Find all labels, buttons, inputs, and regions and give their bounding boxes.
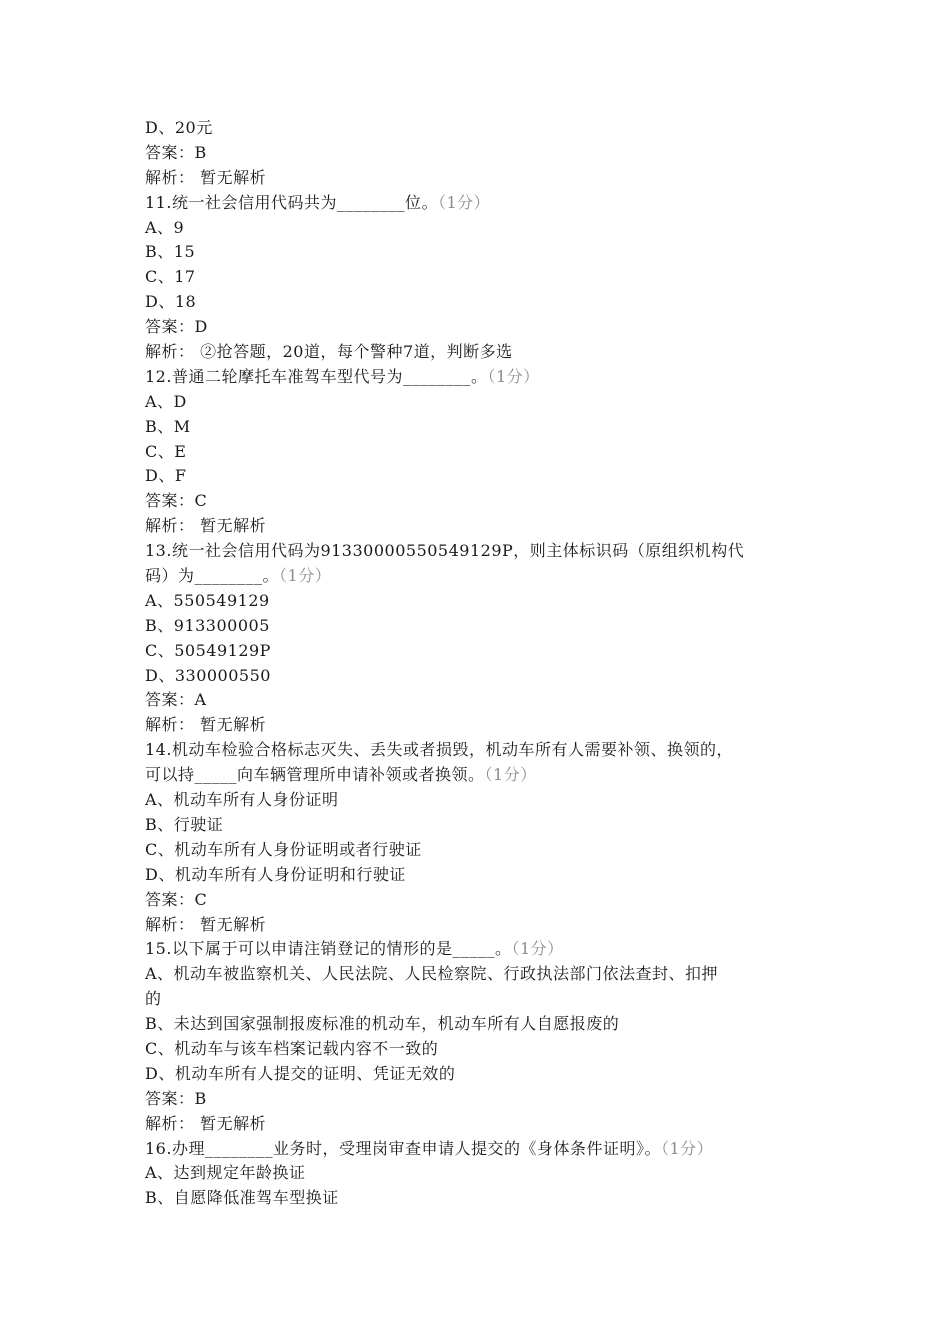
text-line xyxy=(145,987,825,1012)
text-line xyxy=(145,888,825,913)
line-text: B、行驶证 xyxy=(145,814,224,834)
text-line xyxy=(145,539,825,564)
line-text: B、未达到国家强制报废标准的机动车，机动车所有人自愿报废的 xyxy=(145,1014,620,1034)
text-line xyxy=(145,838,825,863)
text-line xyxy=(145,415,825,440)
text-line xyxy=(145,639,825,664)
text-line xyxy=(145,1037,825,1062)
score-label: （1分） xyxy=(660,1138,714,1158)
score-label: （1分） xyxy=(279,566,332,586)
line-text: 解析： 暂无解析 xyxy=(145,1113,267,1133)
text-line xyxy=(145,315,825,340)
text-line xyxy=(145,116,825,141)
text-line xyxy=(145,664,825,689)
score-label: （1分） xyxy=(437,192,491,212)
line-text: 答案：C xyxy=(145,889,208,909)
text-line xyxy=(145,788,825,813)
text-line xyxy=(145,440,825,465)
line-text: 的 xyxy=(145,989,162,1009)
document-page xyxy=(145,116,825,1211)
text-line xyxy=(145,763,825,788)
line-text: 解析： 暂无解析 xyxy=(145,516,267,536)
text-line xyxy=(145,390,825,415)
line-text: 12.普通二轮摩托车准驾车型代号为________。 xyxy=(145,366,488,386)
line-text: 解析： ②抢答题，20道，每个警种7道，判断多选 xyxy=(145,342,513,362)
line-text: 码）为________。 xyxy=(145,566,280,586)
text-line xyxy=(145,688,825,713)
text-line xyxy=(145,1087,825,1112)
score-label: （1分） xyxy=(487,366,540,386)
text-line xyxy=(145,738,825,763)
text-line xyxy=(145,365,825,390)
text-line xyxy=(145,1112,825,1137)
text-line xyxy=(145,564,825,589)
line-text: C、机动车所有人身份证明或者行驶证 xyxy=(145,839,422,859)
text-line xyxy=(145,937,825,962)
text-line xyxy=(145,913,825,938)
line-text: 答案：B xyxy=(145,142,207,162)
line-text: 15.以下属于可以申请注销登记的情形的是_____。 xyxy=(145,939,512,959)
text-line xyxy=(145,166,825,191)
text-line xyxy=(145,1062,825,1087)
text-line xyxy=(145,589,825,614)
text-line xyxy=(145,614,825,639)
line-text: C、50549129P xyxy=(145,640,271,660)
text-line xyxy=(145,265,825,290)
text-line xyxy=(145,191,825,216)
line-text: 答案：B xyxy=(145,1088,207,1108)
line-text: C、E xyxy=(145,441,187,461)
text-line xyxy=(145,290,825,315)
line-text: 解析： 暂无解析 xyxy=(145,167,267,187)
text-line xyxy=(145,813,825,838)
line-text: 解析： 暂无解析 xyxy=(145,914,267,934)
line-text: 可以持_____向车辆管理所申请补领或者换领。 xyxy=(145,765,485,785)
text-line xyxy=(145,1012,825,1037)
line-text: 16.办理________业务时，受理岗审查申请人提交的《身体条件证明》。 xyxy=(145,1138,661,1158)
line-text: A、D xyxy=(145,391,187,411)
text-line xyxy=(145,863,825,888)
text-line xyxy=(145,464,825,489)
line-text: 13.统一社会信用代码为91330000550549129P，则主体标识码（原组织机构代 xyxy=(145,541,745,561)
line-text: A、9 xyxy=(145,217,185,237)
line-text: 11.统一社会信用代码共为________位。 xyxy=(145,192,438,212)
line-text: 解析： 暂无解析 xyxy=(145,715,267,735)
text-line xyxy=(145,1137,825,1162)
line-text: D、机动车所有人身份证明和行驶证 xyxy=(145,864,406,884)
line-text: B、15 xyxy=(145,242,196,262)
text-line xyxy=(145,1186,825,1211)
line-text: A、达到规定年龄换证 xyxy=(145,1163,306,1183)
line-text: 答案：A xyxy=(145,690,207,710)
score-label: （1分） xyxy=(511,939,564,959)
line-text: D、机动车所有人提交的证明、凭证无效的 xyxy=(145,1063,456,1083)
text-line xyxy=(145,1161,825,1186)
line-text: D、F xyxy=(145,466,187,486)
line-text: B、M xyxy=(145,416,191,436)
score-label: （1分） xyxy=(484,765,537,785)
line-text: 14.机动车检验合格标志灭失、丢失或者损毁，机动车所有人需要补领、换领的， xyxy=(145,740,733,760)
text-line xyxy=(145,713,825,738)
line-text: 答案：D xyxy=(145,317,208,337)
line-text: A、机动车所有人身份证明 xyxy=(145,790,339,810)
text-line xyxy=(145,340,825,365)
text-line xyxy=(145,216,825,241)
line-text: A、机动车被监察机关、人民法院、人民检察院、行政执法部门依法查封、扣押 xyxy=(145,964,719,984)
line-text: C、17 xyxy=(145,267,196,287)
line-text: 答案：C xyxy=(145,491,208,511)
line-text: B、913300005 xyxy=(145,615,270,635)
line-text: D、20元 xyxy=(145,118,213,137)
line-text: A、550549129 xyxy=(145,590,270,610)
line-text: D、18 xyxy=(145,292,197,312)
line-text: C、机动车与该车档案记载内容不一致的 xyxy=(145,1038,439,1058)
line-text: D、330000550 xyxy=(145,665,271,685)
line-text: B、自愿降低准驾车型换证 xyxy=(145,1188,339,1208)
text-line xyxy=(145,514,825,539)
text-line xyxy=(145,962,825,987)
text-line xyxy=(145,141,825,166)
text-line xyxy=(145,240,825,265)
text-line xyxy=(145,489,825,514)
